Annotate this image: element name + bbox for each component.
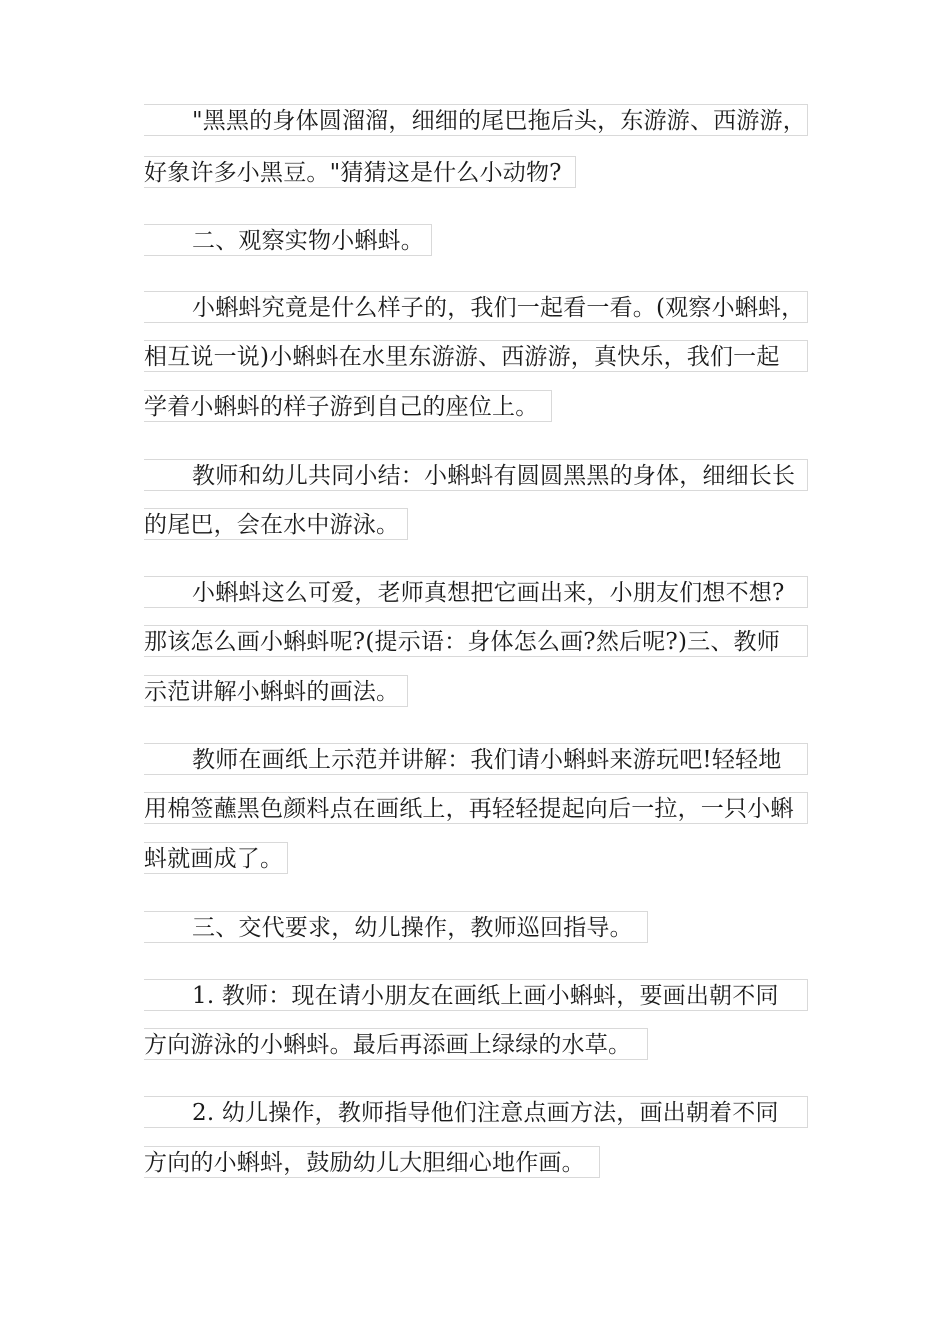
step-1-line-1: 1. 教师：现在请小朋友在画纸上画小蝌蚪，要画出朝不同 bbox=[144, 979, 808, 1011]
section-2-heading: 二、观察实物小蝌蚪。 bbox=[144, 224, 432, 256]
question-line-2: 那该怎么画小蝌蚪呢?(提示语：身体怎么画?然后呢?)三、教师 bbox=[144, 625, 808, 657]
step-2-line-1: 2. 幼儿操作，教师指导他们注意点画方法，画出朝着不同 bbox=[144, 1096, 808, 1128]
demo-line-3: 蚪就画成了。 bbox=[144, 842, 288, 874]
section-3-heading: 三、交代要求，幼儿操作，教师巡回指导。 bbox=[144, 911, 648, 943]
observe-line-1: 小蝌蚪究竟是什么样子的，我们一起看一看。(观察小蝌蚪， bbox=[144, 291, 808, 323]
observe-line-3: 学着小蝌蚪的样子游到自己的座位上。 bbox=[144, 390, 552, 422]
step-1-line-2: 方向游泳的小蝌蚪。最后再添画上绿绿的水草。 bbox=[144, 1028, 648, 1060]
summary-line-2: 的尾巴，会在水中游泳。 bbox=[144, 508, 408, 540]
demo-line-2: 用棉签蘸黑色颜料点在画纸上，再轻轻提起向后一拉，一只小蝌 bbox=[144, 792, 808, 824]
summary-line-1: 教师和幼儿共同小结：小蝌蚪有圆圆黑黑的身体，细细长长 bbox=[144, 459, 808, 491]
step-2-line-2: 方向的小蝌蚪，鼓励幼儿大胆细心地作画。 bbox=[144, 1146, 600, 1178]
question-line-3: 示范讲解小蝌蚪的画法。 bbox=[144, 675, 408, 707]
question-line-1: 小蝌蚪这么可爱，老师真想把它画出来，小朋友们想不想? bbox=[144, 576, 808, 608]
riddle-line-1: "黑黑的身体圆溜溜，细细的尾巴拖后头，东游游、西游游， bbox=[144, 104, 808, 136]
riddle-line-2: 好象许多小黑豆。"猜猜这是什么小动物? bbox=[144, 156, 576, 188]
observe-line-2: 相互说一说)小蝌蚪在水里东游游、西游游，真快乐，我们一起 bbox=[144, 340, 808, 372]
demo-line-1: 教师在画纸上示范并讲解：我们请小蝌蚪来游玩吧!轻轻地 bbox=[144, 743, 808, 775]
